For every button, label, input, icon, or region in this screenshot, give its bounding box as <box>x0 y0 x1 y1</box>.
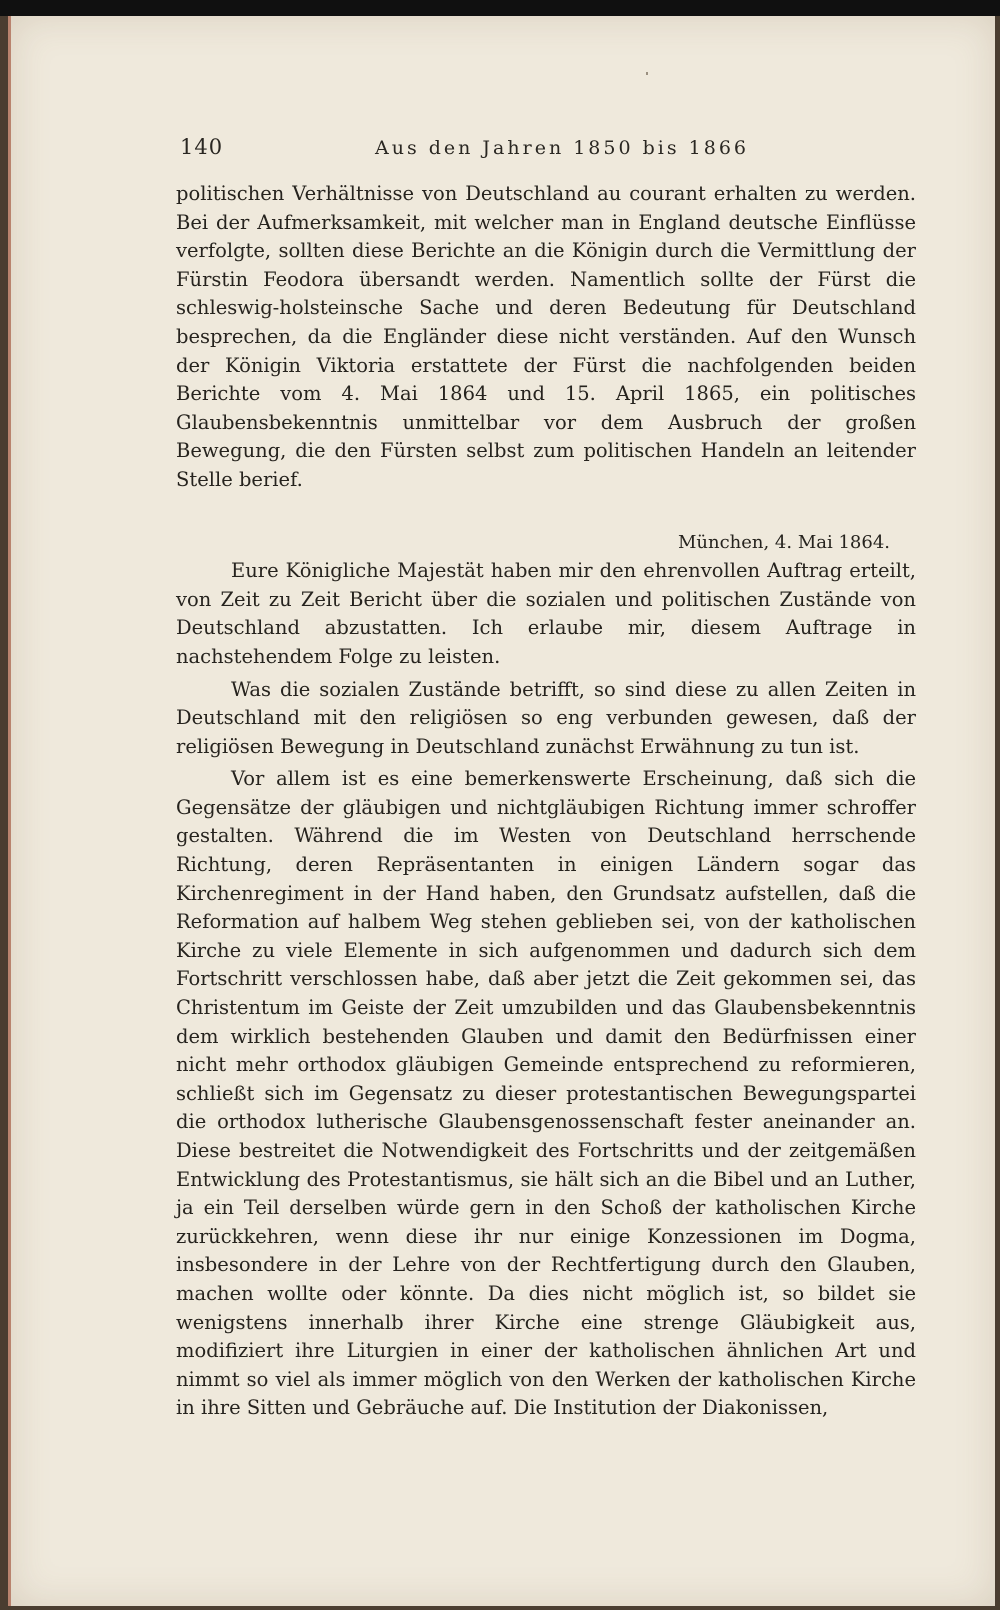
page-header <box>170 135 915 165</box>
letter-dateline: München, 4. Mai 1864. <box>677 531 890 553</box>
scan-top-edge <box>0 0 1000 16</box>
letter-paragraph: Eure Königliche Majestät haben mir den ehrenvollen Auftrag erteilt, von Zeit zu Zeit Bericht über die sozialen und politischen Zustände von Deutschland abzustatten. Ich erlaube mir, diesem Auftrage in nachstehendem Folge zu leisten. <box>176 559 916 668</box>
intro-paragraph: politischen Verhältnisse von Deutschland au courant erhalten zu werden. Bei der Aufmerksamkeit, mit welcher man in England deutsche Einflüsse verfolgte, sollten diese Berichte an die Königin durch die Vermittlung der Fürstin Feodora übersandt werden. Namentlich sollte der Fürst die schleswig-holsteinsche Sache und deren Bedeutung für Deutschland besprechen, da die Engländer diese nicht verständen. Auf den Wunsch der Königin Viktoria erstattete der Fürst die nachfolgenden beiden Berichte vom 4. Mai 1864 und 15. April 1865, ein politisches Glaubensbekenntnis unmittelbar vor dem Ausbruch der großen Bewegung, die den Fürsten selbst zum politischen Handeln an leitender Stelle berief. <box>176 182 916 491</box>
paper-speck <box>646 72 648 75</box>
running-title: Aus den Jahren 1850 bis 1866 <box>375 137 749 159</box>
letter-paragraph: Vor allem ist es eine bemerkenswerte Erscheinung, daß sich die Gegensätze der gläubigen und nichtgläubigen Richtung immer schroffer gestalten. Während die im Westen von Deutschland herrschende Richtung, deren Repräsentanten in einigen Ländern sogar das Kirchenregiment in der Hand haben, den Grundsatz aufstellen, daß die Reformation auf halbem Weg stehen geblieben sei, von der katholischen Kirche zu viele Elemente in sich aufgenommen und dadurch sich dem Fortschritt verschlossen habe, daß aber jetzt die Zeit gekommen sei, das Christentum im Geiste der Zeit umzubilden und das Glaubensbekenntnis dem wirklich bestehenden Glauben und damit den Bedürfnissen einer nicht mehr orthodox gläubigen Gemeinde entsprechend zu reformieren, schließt sich im Gegensatz zu dieser protestantischen Bewegungspartei die orthodox lutherische Glaubensgenossenschaft fester aneinander an. Diese bestreitet die Notwendigkeit des Fortschritts und der zeitgemäßen Entwicklung des Protestantismus, sie hält sich an die Bibel und an Luther, ja ein Teil derselben würde gern in den Schoß der katholischen Kirche zurückkehren, wenn diese ihr nur einige Konzessionen im Dogma, insbesondere in der Lehre von der Rechtfertigung durch den Glauben, machen wollte oder könnte. Da dies nicht möglich ist, so bildet sie wenigstens innerhalb ihrer Kirche eine strenge Gläubigkeit aus, modifiziert ihre Liturgien in einer der katholischen ähnlichen Art und nimmt so viel als immer möglich von den Werken der katholischen Kirche in ihre Sitten und Gebräuche auf. Die Institution der Diakonissen, <box>176 767 916 1420</box>
page-number: 140 <box>180 135 224 159</box>
page-body <box>176 180 916 1423</box>
letter-paragraph: Was die sozialen Zustände betrifft, so sind diese zu allen Zeiten in Deutschland mit den religiösen so eng verbunden gewesen, daß der religiösen Bewegung in Deutschland zunächst Erwähnung zu tun ist. <box>176 677 916 758</box>
